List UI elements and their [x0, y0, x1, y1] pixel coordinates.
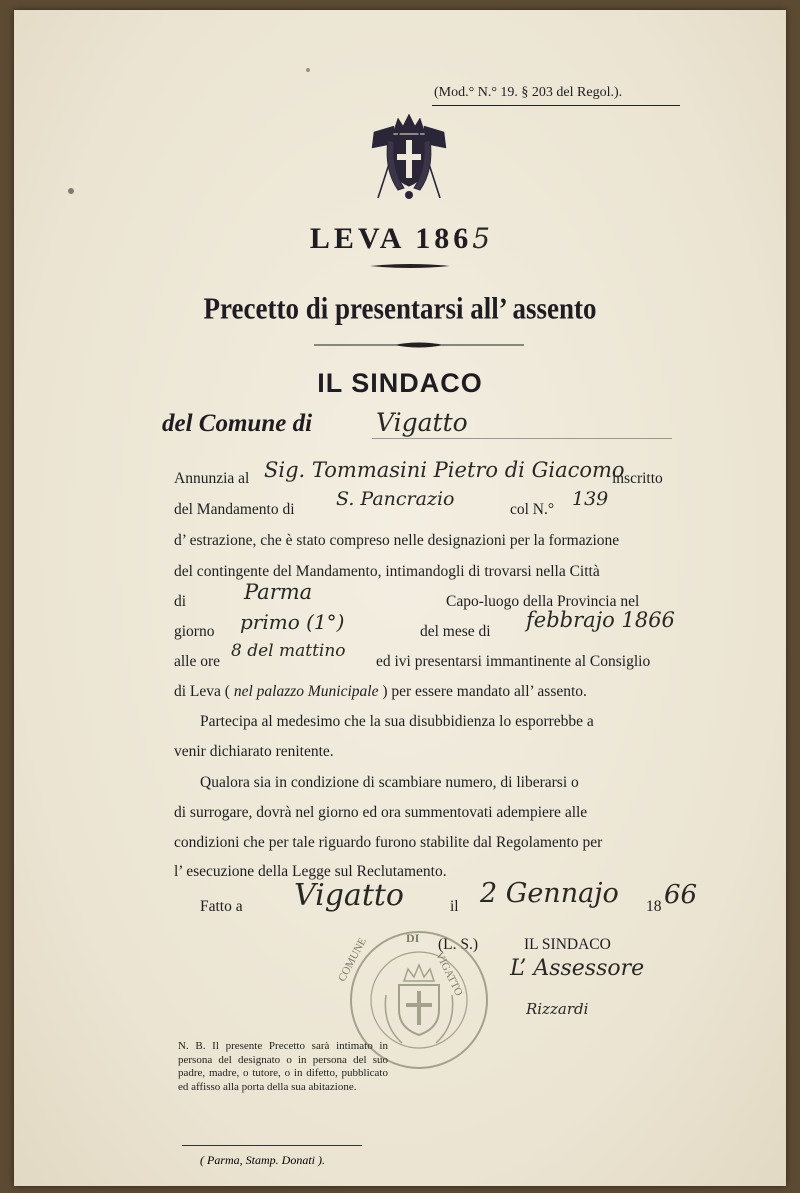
handwritten-assessore: L’ Assessore [510, 956, 645, 981]
body-text: d’ estrazione, che è stato compreso nelle designazioni per la formazione [174, 532, 620, 549]
body-text: IL SINDACO [524, 936, 611, 953]
sindaco-heading: IL SINDACO [317, 368, 483, 398]
body-text: Annunzia al [174, 470, 250, 487]
body-text: (L. S.) [438, 936, 479, 953]
comune-label: del Comune di [162, 410, 313, 437]
paper-stain [68, 188, 74, 194]
body-text: del contingente del Mandamento, intimandogli di trovarsi nella Città [174, 563, 600, 580]
nota-bene-note: N. B. Il presente Precetto sarà intimato in persona del designato o in persona del suo padre, madre, o tutore, o in difetto, pubblicato ed affisso alla porta della sua abitazione. [178, 1040, 388, 1093]
handwritten-mandamento: S. Pancrazio [336, 488, 455, 510]
comune-handwritten-value: Vigatto [376, 408, 468, 437]
document-sheet [14, 10, 786, 1186]
body-text: del mese di [420, 623, 491, 640]
body-text: di Leva ( [174, 683, 230, 700]
body-text: 18 [646, 898, 662, 915]
handwritten-recipient-name: Sig. Tommasini Pietro di Giacomo [264, 458, 625, 482]
stamp-text-right: VIGATTO [433, 950, 465, 998]
subtitle-ornament-rule [314, 340, 524, 350]
handwritten-city: Parma [244, 580, 313, 604]
body-text: alle ore [174, 653, 221, 670]
stamp-text-top: DI [406, 931, 420, 945]
handwritten-day: primo (1°) [240, 610, 345, 634]
body-text: di surrogare, dovrà nel giorno ed ora summentovati adempiere alle [174, 804, 588, 821]
body-text: di [174, 593, 187, 610]
handwritten-place: Vigatto [294, 878, 404, 913]
stamp-text-left: COMUNE [336, 935, 369, 984]
body-text: Qualora sia in condizione di scambiare numero, di liberarsi o [200, 774, 579, 791]
printer-imprint: ( Parma, Stamp. Donati ). [200, 1153, 325, 1167]
body-text: il [450, 898, 459, 915]
model-reference-underline [432, 105, 680, 106]
body-text: del Mandamento di [174, 501, 295, 518]
comune-fill-line [372, 438, 672, 439]
savoy-coat-of-arms-icon [364, 110, 454, 205]
body-line-8 [174, 683, 587, 701]
handwritten-date: 2 Gennajo [480, 878, 619, 909]
body-text: giorno [174, 623, 215, 640]
document-title [14, 222, 786, 256]
body-text: col N.° [510, 501, 555, 518]
handwritten-year-digit: 5 [472, 222, 491, 255]
paper-stain [306, 68, 310, 72]
handwritten-extraction-number: 139 [572, 488, 609, 510]
body-text: ed ivi presentarsi immantinente al Consiglio [376, 653, 651, 670]
body-text: Capo-luogo della Provincia nel [446, 593, 640, 610]
body-text: inscritto [612, 470, 663, 487]
model-reference: (Mod.° N.° 19. § 203 del Regol.). [434, 85, 623, 100]
body-text: venir dichiarato renitente. [174, 743, 334, 760]
handwritten-hour: 8 del mattino [231, 641, 346, 661]
body-line-1 [174, 470, 249, 488]
document-subtitle: Precetto di presentarsi all’ assento [203, 290, 597, 326]
body-text: Fatto a [200, 898, 243, 915]
leva-title-text: LEVA 186 [309, 222, 473, 255]
handwritten-signature: Rizzardi [526, 1000, 589, 1018]
body-text: condizioni che per tale riguardo furono stabilite dal Regolamento per [174, 834, 603, 851]
handwritten-month-year: febbrajo 1866 [526, 608, 675, 632]
body-text: l’ esecuzione della Legge sul Reclutamento. [174, 863, 447, 880]
handwritten-year: 66 [664, 880, 698, 910]
body-text: ) per essere mandato all’ assento. [382, 683, 587, 700]
body-italic-text: nel palazzo Municipale [233, 683, 379, 700]
body-text: Partecipa al medesimo che la sua disubbidienza lo esporrebbe a [200, 713, 594, 730]
title-ornament-rule [370, 262, 450, 270]
printer-rule [182, 1145, 362, 1146]
